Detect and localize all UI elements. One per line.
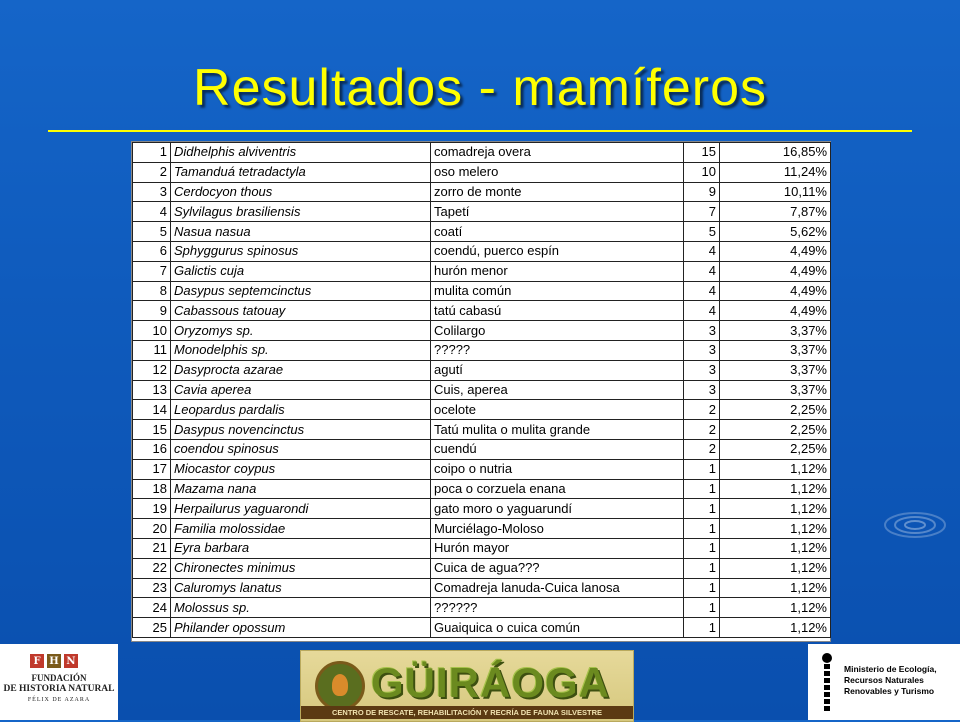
cell-count: 4 [684,241,720,261]
cell-percentage: 1,12% [720,459,831,479]
cell-row-number: 10 [133,321,171,341]
cell-count: 4 [684,261,720,281]
cell-common-name: Cuica de agua??? [431,558,684,578]
cell-percentage: 16,85% [720,143,831,163]
cell-common-name: Hurón mayor [431,538,684,558]
cell-count: 1 [684,538,720,558]
cell-scientific-name: Chironectes minimus [171,558,431,578]
table-row [133,400,831,420]
cell-row-number: 23 [133,578,171,598]
cell-percentage: 2,25% [720,400,831,420]
table-row [133,459,831,479]
cell-common-name: cuendú [431,439,684,459]
table-row [133,380,831,400]
cell-percentage: 4,49% [720,301,831,321]
cell-count: 1 [684,558,720,578]
cell-common-name: zorro de monte [431,182,684,202]
table-row [133,519,831,539]
table-row [133,618,831,638]
table-row [133,143,831,163]
ministerio-line-1: Ministerio de Ecología, [844,664,937,674]
cell-percentage: 4,49% [720,241,831,261]
table-row [133,479,831,499]
cell-row-number: 1 [133,143,171,163]
cell-count: 1 [684,578,720,598]
table-row [133,222,831,242]
table-row [133,439,831,459]
cell-scientific-name: Miocastor coypus [171,459,431,479]
cell-scientific-name: Herpailurus yaguarondi [171,499,431,519]
cell-row-number: 20 [133,519,171,539]
cell-row-number: 13 [133,380,171,400]
cell-count: 3 [684,380,720,400]
cell-percentage: 1,12% [720,519,831,539]
cell-row-number: 4 [133,202,171,222]
cell-scientific-name: Dasypus novencinctus [171,420,431,440]
table-row [133,558,831,578]
cell-common-name: Cuis, aperea [431,380,684,400]
table-row [133,261,831,281]
cell-row-number: 7 [133,261,171,281]
cell-scientific-name: Cerdocyon thous [171,182,431,202]
guiraoga-subtitle: CENTRO DE RESCATE, REHABILITACIÓN Y RECRÍA DE FAUNA SILVESTRE [301,706,633,719]
table-row [133,340,831,360]
fhn-letters [30,654,78,668]
cell-count: 5 [684,222,720,242]
cell-count: 1 [684,499,720,519]
cell-scientific-name: Didhelphis alviventris [171,143,431,163]
cell-common-name: ?????? [431,598,684,618]
table-row [133,538,831,558]
cell-row-number: 25 [133,618,171,638]
cell-count: 7 [684,202,720,222]
cell-row-number: 21 [133,538,171,558]
lemur-tail-icon [820,652,834,712]
cell-scientific-name: Leopardus pardalis [171,400,431,420]
cell-count: 15 [684,143,720,163]
cell-row-number: 2 [133,162,171,182]
cell-common-name: comadreja overa [431,143,684,163]
cell-scientific-name: Sphyggurus spinosus [171,241,431,261]
fhn-letter-f: F [30,654,44,668]
cell-common-name: agutí [431,360,684,380]
cell-common-name: ocelote [431,400,684,420]
cell-percentage: 2,25% [720,420,831,440]
cell-scientific-name: Nasua nasua [171,222,431,242]
ministerio-line-3: Renovables y Turismo [844,686,935,696]
cell-common-name: poca o corzuela enana [431,479,684,499]
cell-scientific-name: coendou spinosus [171,439,431,459]
cell-percentage: 3,37% [720,380,831,400]
cell-percentage: 4,49% [720,261,831,281]
cell-percentage: 5,62% [720,222,831,242]
ministerio-line-2: Recursos Naturales [844,675,924,685]
fhn-line-1: FUNDACIÓN [31,673,87,683]
cell-common-name: gato moro o yaguarundí [431,499,684,519]
cell-count: 1 [684,459,720,479]
cell-common-name: oso melero [431,162,684,182]
cell-percentage: 3,37% [720,360,831,380]
cell-scientific-name: Oryzomys sp. [171,321,431,341]
table-row [133,420,831,440]
cell-row-number: 19 [133,499,171,519]
ministerio-logo [808,644,960,720]
fhn-letter-h: H [47,654,61,668]
cell-scientific-name: Cabassous tatouay [171,301,431,321]
table-row [133,182,831,202]
cell-count: 4 [684,281,720,301]
cell-row-number: 22 [133,558,171,578]
cell-row-number: 24 [133,598,171,618]
cell-percentage: 7,87% [720,202,831,222]
fhn-line-2: DE HISTORIA NATURAL [3,684,115,694]
cell-common-name: coipo o nutria [431,459,684,479]
cell-common-name: coatí [431,222,684,242]
cell-row-number: 9 [133,301,171,321]
cell-percentage: 4,49% [720,281,831,301]
cell-count: 1 [684,479,720,499]
cell-percentage: 11,24% [720,162,831,182]
cell-scientific-name: Mazama nana [171,479,431,499]
guiraoga-logo [300,650,634,722]
cell-common-name: Guaiquica o cuica común [431,618,684,638]
cell-row-number: 18 [133,479,171,499]
cell-percentage: 1,12% [720,479,831,499]
guiraoga-emblem-icon [315,661,365,711]
cell-common-name: coendú, puerco espín [431,241,684,261]
mammals-table-body [133,143,831,638]
cell-count: 1 [684,618,720,638]
cell-scientific-name: Sylvilagus brasiliensis [171,202,431,222]
cell-count: 3 [684,360,720,380]
cell-row-number: 14 [133,400,171,420]
fhn-letter-n: N [64,654,78,668]
cell-common-name: mulita común [431,281,684,301]
cell-scientific-name: Familia molossidae [171,519,431,539]
table-row [133,301,831,321]
fhn-line-3: FÉLIX DE AZARA [27,697,91,703]
fhn-logo [0,644,118,720]
cell-percentage: 3,37% [720,321,831,341]
cell-row-number: 12 [133,360,171,380]
cell-scientific-name: Cavia aperea [171,380,431,400]
cell-common-name: Comadreja lanuda-Cuica lanosa [431,578,684,598]
cell-percentage: 10,11% [720,182,831,202]
cell-row-number: 6 [133,241,171,261]
cell-count: 2 [684,420,720,440]
cell-row-number: 8 [133,281,171,301]
cell-percentage: 2,25% [720,439,831,459]
cell-percentage: 3,37% [720,340,831,360]
mammals-table [131,141,831,642]
cell-percentage: 1,12% [720,538,831,558]
table-row [133,598,831,618]
cell-scientific-name: Molossus sp. [171,598,431,618]
cell-scientific-name: Caluromys lanatus [171,578,431,598]
cell-count: 3 [684,340,720,360]
cell-percentage: 1,12% [720,598,831,618]
cell-common-name: tatú cabasú [431,301,684,321]
cell-count: 2 [684,439,720,459]
cell-percentage: 1,12% [720,558,831,578]
cell-percentage: 1,12% [720,578,831,598]
cell-scientific-name: Eyra barbara [171,538,431,558]
cell-common-name: ????? [431,340,684,360]
ministerio-text [844,664,958,697]
guiraoga-wordmark: GÜIRÁOGA [371,659,610,706]
table-row [133,241,831,261]
table-row [133,202,831,222]
table-row [133,281,831,301]
slide-title: Resultados - mamíferos [193,59,767,117]
cell-common-name: Colilargo [431,321,684,341]
cell-row-number: 17 [133,459,171,479]
cell-scientific-name: Galictis cuja [171,261,431,281]
table-row [133,321,831,341]
cell-row-number: 15 [133,420,171,440]
cell-scientific-name: Tamanduá tetradactyla [171,162,431,182]
cell-common-name: Tapetí [431,202,684,222]
title-underline [48,130,912,132]
cell-common-name: Tatú mulita o mulita grande [431,420,684,440]
cell-count: 4 [684,301,720,321]
table-row [133,499,831,519]
cell-count: 3 [684,321,720,341]
cell-count: 10 [684,162,720,182]
cell-row-number: 16 [133,439,171,459]
cell-common-name: Murciélago-Moloso [431,519,684,539]
cell-count: 2 [684,400,720,420]
cell-scientific-name: Philander opossum [171,618,431,638]
cell-count: 1 [684,598,720,618]
cell-row-number: 11 [133,340,171,360]
cell-scientific-name: Monodelphis sp. [171,340,431,360]
table-row [133,578,831,598]
bird-icon [332,674,348,696]
cell-scientific-name: Dasyprocta azarae [171,360,431,380]
cell-percentage: 1,12% [720,499,831,519]
table-row [133,162,831,182]
cell-percentage: 1,12% [720,618,831,638]
water-ripple-decoration [880,490,950,560]
cell-count: 9 [684,182,720,202]
table-row [133,360,831,380]
cell-scientific-name: Dasypus septemcinctus [171,281,431,301]
cell-common-name: hurón menor [431,261,684,281]
cell-row-number: 5 [133,222,171,242]
cell-count: 1 [684,519,720,539]
cell-row-number: 3 [133,182,171,202]
